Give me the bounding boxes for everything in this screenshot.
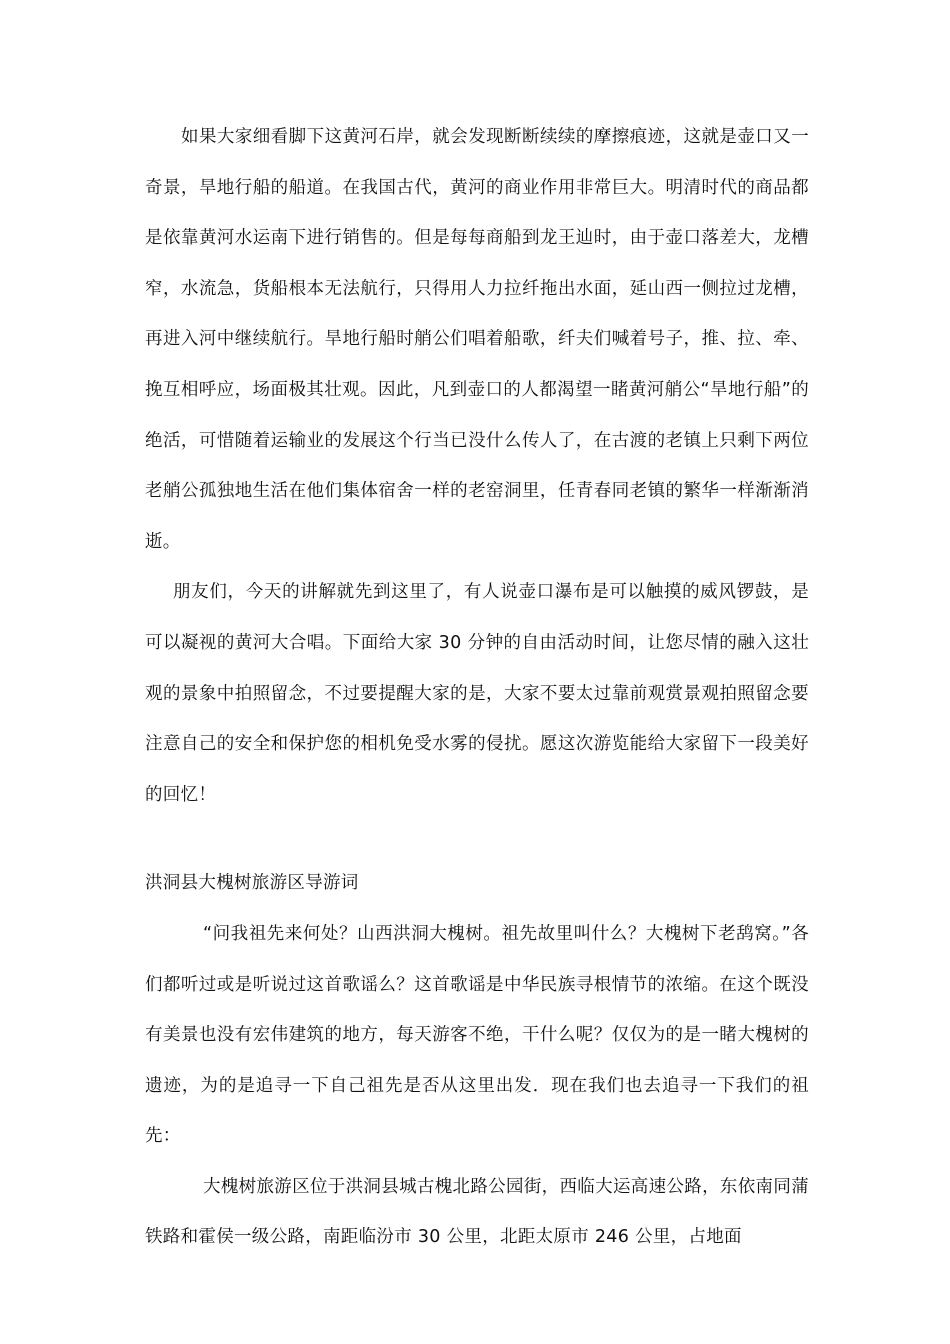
paragraph-hukou-dry-land-boat: 如果大家细看脚下这黄河石岸，就会发现断断续续的摩擦痕迹，这就是壶口又一奇景，旱地行船的船道。在我国古代，黄河的商业作用非常巨大。明清时代的商品都是依靠黄河水运南下进行销售的。但是每每商船到龙王辿时，由于壶口落差大，龙槽窄，水流急，货船根本无法航行，只得用人力拉纤拖出水面，延山西一侧拉过龙槽，再进入河中继续航行。旱地行船时艄公们唱着船歌，纤夫们喊着号子，推、拉、牵、挽互相呼应，场面极其壮观。因此，凡到壶口的人都渴望一睹黄河艄公“旱地行船”的绝活，可惜随着运输业的发展这个行当已没什么传人了，在古渡的老镇上只剩下两位老艄公孤独地生活在他们集体宿舍一样的老窑洞里，任青春同老镇的繁华一样渐渐消逝。 bbox=[145, 127, 809, 552]
document-page bbox=[145, 112, 809, 1263]
paragraph-hukou-closing: 朋友们，今天的讲解就先到这里了，有人说壶口瀑布是可以触摸的威风锣鼓，是可以凝视的黄河大合唱。下面给大家 30 分钟的自由活动时间，让您尽情的融入这壮观的景象中拍照留念，不过要提醒大家的是，大家不要太过靠前观赏景观拍照留念要注意自己的安全和保护您的相机免受水雾的侵扰。愿这次游览能给大家留下一段美好的回忆！ bbox=[145, 582, 809, 805]
paragraph-scenic-location: 大槐树旅游区位于洪洞县城古槐北路公园街，西临大运高速公路，东依南同蒲铁路和霍侯一级公路，南距临汾市 30 公里，北距太原市 246 公里，占地面 bbox=[145, 1176, 809, 1248]
section-gap bbox=[145, 820, 809, 858]
paragraph-folk-song-intro: “问我祖先来何处？山西洪洞大槐树。祖先故里叫什么？大槐树下老鸹窝。”各们都听过或是听说过这首歌谣么？这首歌谣是中华民族寻根情节的浓缩。在这个既没有美景也没有宏伟建筑的地方，每天游客不绝，干什么呢？仅仅为的是一睹大槐树的遗迹，为的是追寻一下自己祖先是否从这里出发．现在我们也去追寻一下我们的祖先： bbox=[145, 923, 809, 1147]
section-title: 洪洞县大槐树旅游区导游词 bbox=[145, 873, 359, 894]
